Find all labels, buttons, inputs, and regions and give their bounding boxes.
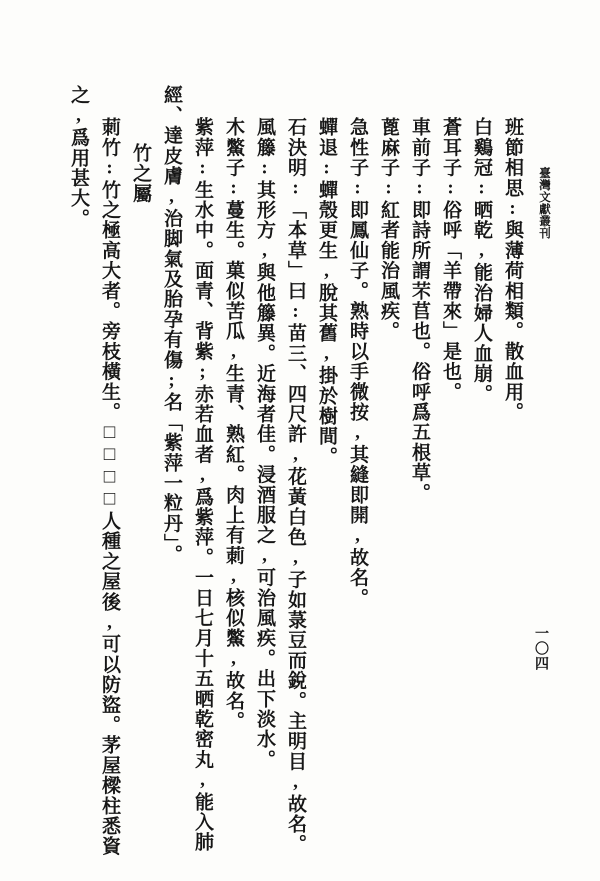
text-block — [63, 85, 528, 879]
text-column: 蒼耳子:俗呼「羊帶來」是也。 — [440, 117, 461, 402]
section-heading: 竹之屬 — [130, 143, 151, 204]
text-column: 急性子:即鳳仙子。熟時以手微按,其縫即開,故名。 — [347, 117, 368, 608]
series-title: 臺灣文獻叢刊 — [538, 167, 550, 239]
text-column-continuation: 之,爲用甚大。 — [68, 85, 89, 229]
text-column: 白鷄冠:晒乾,能治婦人血崩。 — [471, 117, 492, 404]
text-column: 蟬退:蟬殼更生,脫其舊,掛於樹間。 — [316, 117, 337, 467]
text-column: 莿竹:竹之極高大者。旁枝橫生。□□□□人種之屋後,可以防盜。茅屋樑柱悉資 — [99, 117, 120, 857]
text-column: 紫萍:生水中。面青、背紫;赤若血者,爲紫萍。一日七月十五晒乾密丸,能入肺 — [192, 117, 213, 853]
text-column: 蓖麻子:紅者能治風疾。 — [378, 117, 399, 342]
text-column: 車前子:即詩所謂芣苢也。俗呼爲五根草。 — [409, 117, 430, 503]
text-column: 石決明:「本草」曰:苗三、四尺許,花黃白色,子如菉豆而銳。主明目,故名。 — [285, 117, 306, 855]
text-column: 木鱉子:蔓生。菓似苦瓜,生青、熟紅。肉上有莿,核似鱉,故名。 — [223, 117, 244, 731]
text-column: 風籐:其形方,與他籐異。近海者佳。浸酒服之,可治風疾。出下淡水。 — [254, 117, 275, 770]
text-column-continuation: 經、達皮膚,治脚氣及胎孕有傷;名「紫萍一粒丹」。 — [161, 85, 182, 565]
page-number: 一〇四 — [533, 626, 548, 671]
text-column: 班節相思:與薄荷相類。散血用。 — [502, 117, 523, 422]
